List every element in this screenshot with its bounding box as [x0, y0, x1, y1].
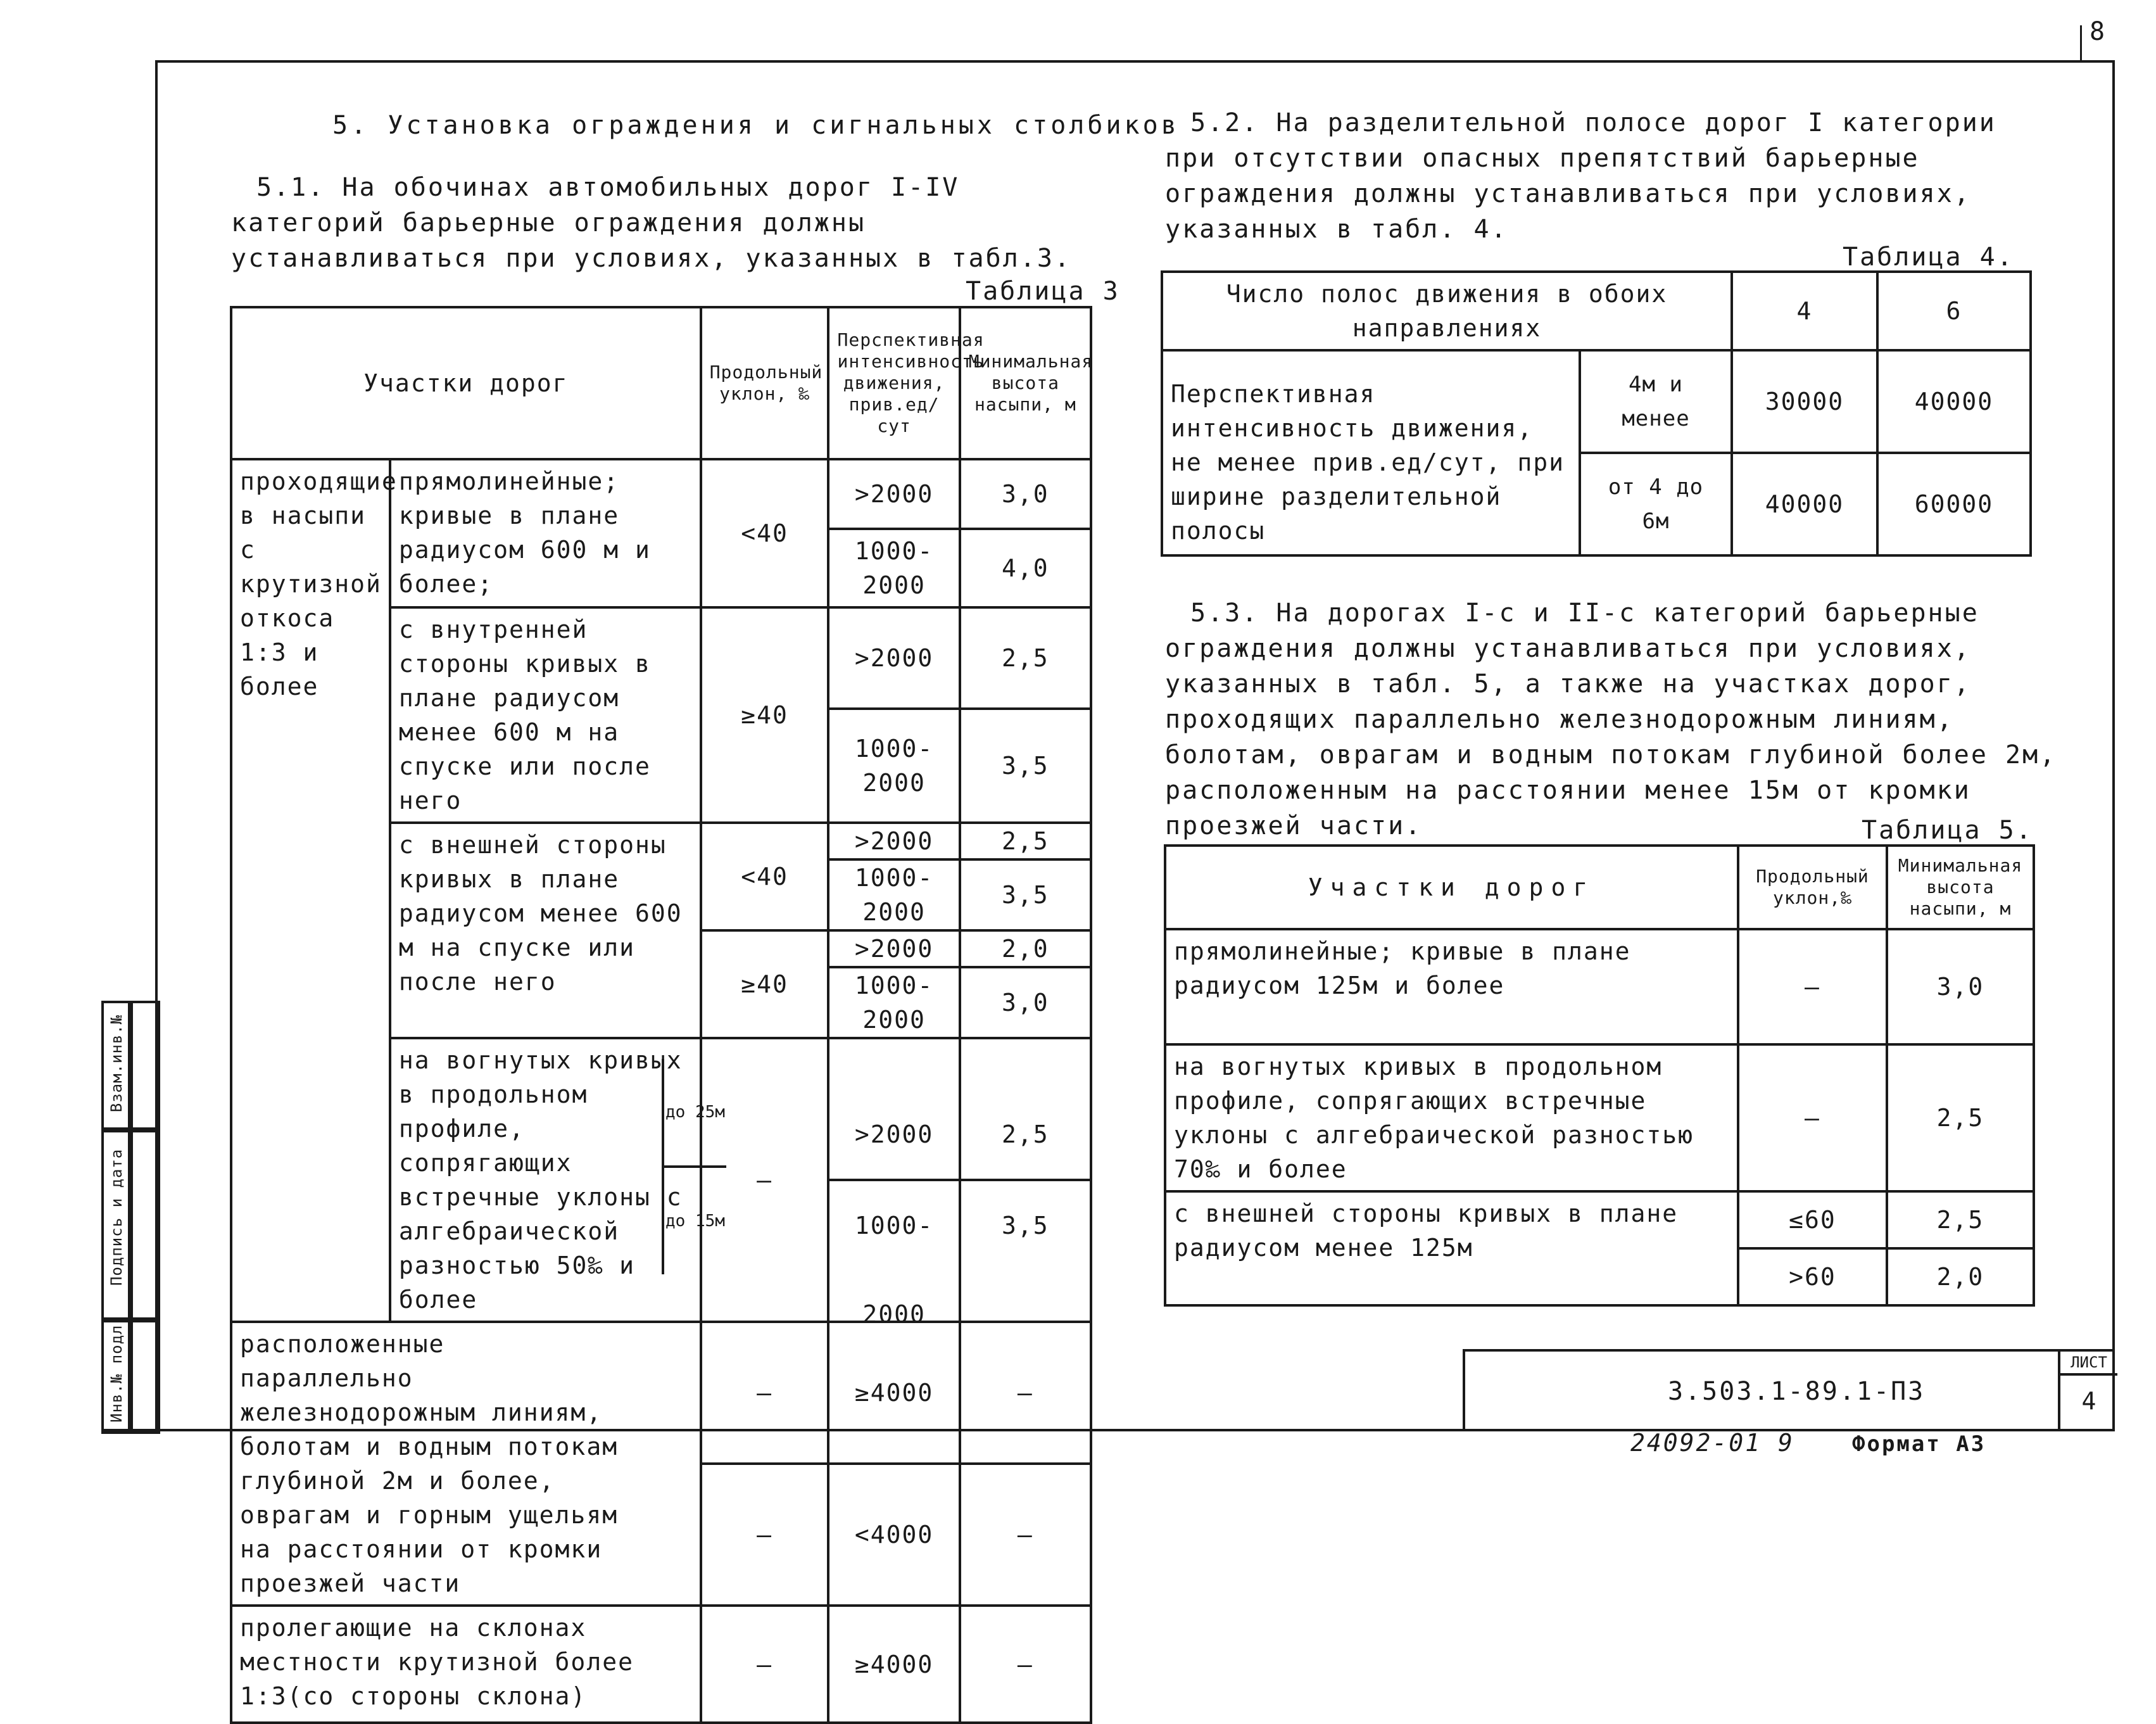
t3-h-e: 2,5: [960, 823, 1091, 859]
table-4: [1161, 270, 2032, 557]
t3-int-1000-a: 1000-2000: [828, 529, 959, 607]
side-cell-1b: [128, 1001, 160, 1132]
t3-int-ge4000-b: ≥4000: [828, 1606, 959, 1723]
t3-h-b: 4,0: [960, 529, 1091, 607]
t4-width-1: 4м и менее: [1580, 350, 1732, 453]
t3-int-1000-d: 1000-2000: [828, 967, 959, 1038]
t3-h-j: 3,5: [1002, 1212, 1049, 1239]
t5-row-straight: прямолинейные; кривые в плане радиусом 125м и более: [1165, 929, 1738, 1044]
title-stamp: [1463, 1349, 2115, 1431]
table3-caption: Таблица 3: [966, 277, 1120, 306]
t5-r3a-slope: ≤60: [1738, 1191, 1887, 1248]
t3-h-d: 3,5: [960, 709, 1091, 823]
frame-right: [2112, 60, 2115, 1431]
t4-r1-6: 40000: [1877, 350, 2031, 453]
t4-header-4: 4: [1732, 272, 1877, 350]
t3-slope-ge40-a: ≥40: [701, 607, 829, 823]
t3-int-gt2000-e: >2000: [829, 1090, 958, 1181]
bottom-mark: 9: [1778, 1429, 1794, 1457]
t5-row-outer: с внешней стороны кривых в плане радиусом менее 125м: [1165, 1191, 1738, 1305]
t3-group2-label: расположенные параллельно железнодорожным линиям, болотам и водным потокам глубиной 2м и более, оврагам и горным ущельям на расстоянии от кромки проезжей части: [240, 1330, 619, 1597]
t3-int-1000-b: 1000-2000: [828, 709, 959, 823]
t3-h-dash-b: —: [960, 1464, 1091, 1606]
t4-header-lanes: Число полос движения в обоих направлениях: [1162, 272, 1732, 350]
t3-slope-dash-c: —: [701, 1464, 829, 1606]
t3-distance-column: [662, 1059, 726, 1274]
page-number-tick: [2080, 25, 2082, 60]
t3-int-gt2000-a: >2000: [828, 459, 959, 529]
paragraph-5-2: 5.2. На разделительной полосе дорог I категории при отсутствии опасных препятствий барьерные ограждения должны устанавливаться при условиях, указанных в табл. 4.: [1165, 108, 1996, 244]
t3-h-pair: [960, 1038, 1091, 1322]
t4-r2-4: 40000: [1732, 453, 1877, 555]
t4-header-6: 6: [1877, 272, 2031, 350]
t3-int-1000-c: 1000-2000: [828, 859, 959, 930]
t3-slope-dash-b: —: [701, 1322, 829, 1464]
table-3: [230, 306, 1092, 1724]
side-label-inventory: Инв.№ подл.: [108, 1315, 125, 1423]
t3-int-gt2000-c: >2000: [828, 823, 959, 859]
t3-int-gt2000-b: >2000: [828, 607, 959, 709]
section-title: 5. Установка ограждения и сигнальных столбиков: [332, 111, 1180, 140]
side-label-replace: Взам.инв.№: [108, 1014, 125, 1113]
page-number-top: 8: [2090, 17, 2107, 46]
bottom-number: 24092-01: [1630, 1429, 1762, 1457]
paragraph-5-1: 5.1. На обочинах автомобильных дорог I-IV категорий барьерные ограждения должны устанавливаться при условиях, указанных в табл.3.: [231, 173, 1072, 273]
t4-r2-6: 60000: [1877, 453, 2031, 555]
t3-slope-lt40-b: <40: [701, 823, 829, 930]
side-cell-2b: [128, 1127, 160, 1322]
t3-dist-15: до 15м: [665, 1212, 725, 1231]
t3-row-inner: с внутренней стороны кривых в плане радиусом менее 600 м на спуске или после него: [390, 607, 701, 823]
t3-h-g: 2,0: [960, 930, 1091, 967]
t3-h-dash-a: —: [960, 1322, 1091, 1464]
t3-slope-dash-d: —: [701, 1606, 829, 1723]
t5-r3b-slope: >60: [1738, 1248, 1887, 1305]
t5-header-slope: Продольный уклон,‰: [1738, 846, 1887, 929]
side-label-signature: Подпись и дата: [108, 1148, 125, 1286]
table-5: [1164, 844, 2035, 1307]
table5-caption: Таблица 5.: [1862, 816, 2033, 845]
t3-slope-ge40-b: ≥40: [701, 930, 829, 1038]
t3-h-c: 2,5: [960, 607, 1091, 709]
stamp-code: 3.503.1-89.1-ПЗ: [1668, 1377, 1926, 1406]
t5-r3a-height: 2,5: [1887, 1191, 2034, 1248]
t3-group2-cell: [231, 1322, 701, 1606]
t3-dist-25: до 25м: [664, 1059, 726, 1168]
t3-h-a: 3,0: [960, 459, 1091, 529]
t5-r2-slope: —: [1738, 1044, 1887, 1191]
t3-h-i: 2,5: [961, 1090, 1090, 1181]
t3-int-gt2000-d: >2000: [828, 930, 959, 967]
t3-group3-label: пролегающие на склонах местности крутизной более 1:3(со стороны склона): [231, 1606, 701, 1723]
frame-top: [155, 60, 2115, 63]
stamp-sheet-label: ЛИСТ: [2060, 1352, 2117, 1376]
t3-header-sections: Участки дорог: [231, 307, 701, 459]
t3-int-pair: [828, 1038, 959, 1328]
t3-header-slope: Продольный уклон, ‰: [701, 307, 829, 459]
t5-row-concave: на вогнутых кривых в продольном профиле, сопрягающих встречные уклоны с алгебраической разностью 70‰ и более: [1165, 1044, 1738, 1191]
t3-int-lt4000: <4000: [828, 1464, 959, 1606]
t3-row-straight: прямолинейные; кривые в плане радиусом 600 м и более;: [390, 459, 701, 607]
t5-r3b-height: 2,0: [1887, 1248, 2034, 1305]
t3-int-ge4000-a: ≥4000: [828, 1322, 959, 1464]
stamp-sheet-number: 4: [2081, 1387, 2096, 1415]
stamp-sheet-box: [2058, 1352, 2117, 1431]
table4-caption: Таблица 4.: [1843, 243, 2014, 272]
side-cell-3b: [128, 1317, 160, 1434]
t5-header-sections: Участки дорог: [1165, 846, 1738, 929]
t3-slope-dash-a: —: [701, 1038, 829, 1322]
t3-h-f: 3,5: [960, 859, 1091, 930]
t5-header-height: Минимальная высота насыпи, м: [1887, 846, 2034, 929]
t3-header-height: Минимальная высота насыпи, м: [960, 307, 1091, 459]
t4-r1-4: 30000: [1732, 350, 1877, 453]
t4-width-2: от 4 до 6м: [1580, 453, 1732, 555]
t3-row-concave: на вогнутых кривых в продольном профиле, сопрягающих встречные уклоны с алгебраической разностью 50‰ и более: [390, 1038, 701, 1322]
t3-group1-label: проходящие в насыпи с крутизной откоса 1:3 и более: [231, 459, 390, 1322]
t5-r1-height: 3,0: [1887, 929, 2034, 1044]
t3-row-outer: с внешней стороны кривых в плане радиусом менее 600 м на спуске или после него: [390, 823, 701, 1038]
t3-header-intensity: Перспективная интенсивность движения, прив.ед/сут: [828, 307, 959, 459]
paragraph-5-3: 5.3. На дорогах I-с и II-с категорий барьерные ограждения должны устанавливаться при условиях, указанных в табл. 5, а также на участках дорог, проходящих параллельно железнодорожным линиям, болотам, оврагам и водным потокам глубиной более 2м, расположенным на расстоянии менее 15м от кромки проезжей части.: [1165, 599, 2057, 840]
t3-slope-lt40-a: <40: [701, 459, 829, 607]
t3-int-1000-e: 1000-2000: [854, 1212, 934, 1328]
t4-row-label: Перспективная интенсивность движения, не менее прив.ед/сут, при ширине разделительной полосы: [1162, 350, 1580, 555]
t5-r2-height: 2,5: [1887, 1044, 2034, 1191]
t3-h-dash-c: —: [960, 1606, 1091, 1723]
t3-h-h: 3,0: [960, 967, 1091, 1038]
format-label: Формат А3: [1852, 1431, 1986, 1457]
t5-r1-slope: —: [1738, 929, 1887, 1044]
